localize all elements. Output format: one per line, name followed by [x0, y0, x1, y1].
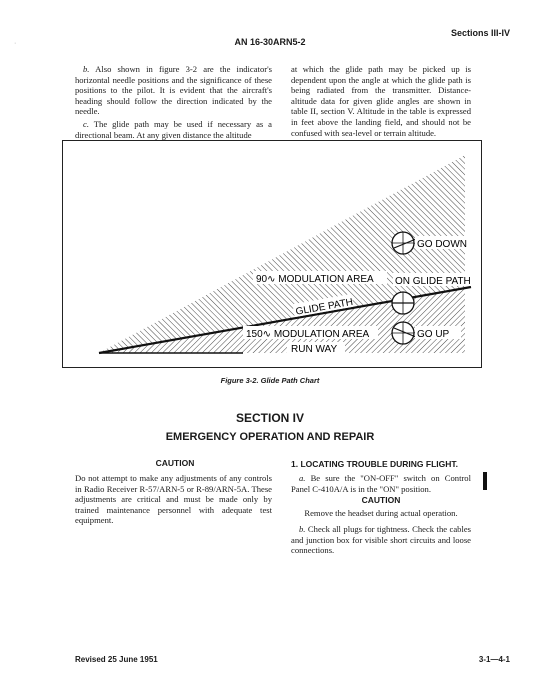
top-left-column — [75, 64, 272, 140]
caution-body-left — [75, 473, 272, 526]
glide-path-label: GLIDE PATH — [294, 296, 354, 318]
paragraph-b2-label: b. — [299, 524, 306, 534]
paragraph-b-text: Also shown in figure 3-2 are the indicator's horizontal needle positions and the significance of these positions to the pilot. It is evident that the aircraft's heading should follow the direction indicated by the needle. — [75, 64, 272, 117]
paragraph-a-text: Be sure the "ON-OFF" switch on Control Panel C-410A/A is in the "ON" position. — [291, 473, 471, 494]
paragraph-a — [291, 473, 471, 494]
sections-label: Sections III-IV — [450, 28, 510, 38]
on-glide-path-label: ON GLIDE PATH — [395, 276, 471, 287]
top-right-column — [291, 64, 471, 138]
modulation-150-label: 150∿ MODULATION AREA — [246, 329, 370, 340]
paragraph-a-label: a. — [299, 473, 306, 483]
go-down-label: GO DOWN — [417, 239, 467, 250]
glide-path-diagram — [63, 141, 481, 367]
paragraph-b2-block — [291, 524, 471, 556]
revision-date: Revised 25 June 1951 — [75, 655, 158, 664]
caution-heading-right: CAUTION — [361, 495, 401, 505]
paragraph-b2-text: Check all plugs for tightness. Check the cables and junction box for visible short circuits and loose connections. — [291, 524, 471, 556]
paragraph-c — [75, 119, 272, 140]
revision-bar — [483, 472, 487, 490]
modulation-90-label: 90∿ MODULATION AREA — [256, 274, 374, 285]
indicator-on-glide-path-icon — [392, 292, 414, 314]
locating-trouble-heading: 1. LOCATING TROUBLE DURING FLIGHT. — [291, 459, 459, 469]
figure-caption: Figure 3-2. Glide Path Chart — [220, 376, 320, 385]
paragraph-b-label: b. — [83, 64, 90, 74]
paragraph-b2 — [291, 524, 471, 556]
paragraph-continued: at which the glide path may be picked up is dependent upon the angle at which the glide path is being radiated from the transmitter. Distance-altitude data for given glide angles are shown in table II, section V. Altitude in the table is expressed in feet above the landing field, and should not be confused with sea-level or terrain altitude. — [291, 64, 471, 138]
caution-body-right — [291, 508, 471, 519]
caution-heading-left: CAUTION — [155, 458, 195, 468]
runway-label: RUN WAY — [291, 344, 338, 355]
paragraph-b — [75, 64, 272, 117]
paragraph-c-label: c. — [83, 118, 89, 129]
margin-mark: · — [14, 40, 17, 47]
paragraph-a-block — [291, 473, 471, 494]
go-up-label: GO UP — [417, 329, 450, 340]
caution-text-right: Remove the headset during actual operation. — [304, 508, 458, 518]
caution-text-left: Do not attempt to make any adjustments of any controls in Radio Receiver R-57/ARN-5 or R-89/ARN-5A. These adjustments are critical and must be made only by trained maintenance personnel with adequate test equipment. — [75, 473, 272, 526]
paragraph-c-text: The glide path may be used if necessary as a directional beam. At any given distance the altitude — [75, 118, 272, 140]
section-title: SECTION IV — [235, 411, 304, 425]
document-number: AN 16-30ARN5-2 — [234, 37, 306, 47]
page-number: 3-1—4-1 — [478, 655, 510, 664]
glide-path-figure — [62, 140, 482, 368]
section-subtitle: EMERGENCY OPERATION AND REPAIR — [165, 431, 375, 443]
